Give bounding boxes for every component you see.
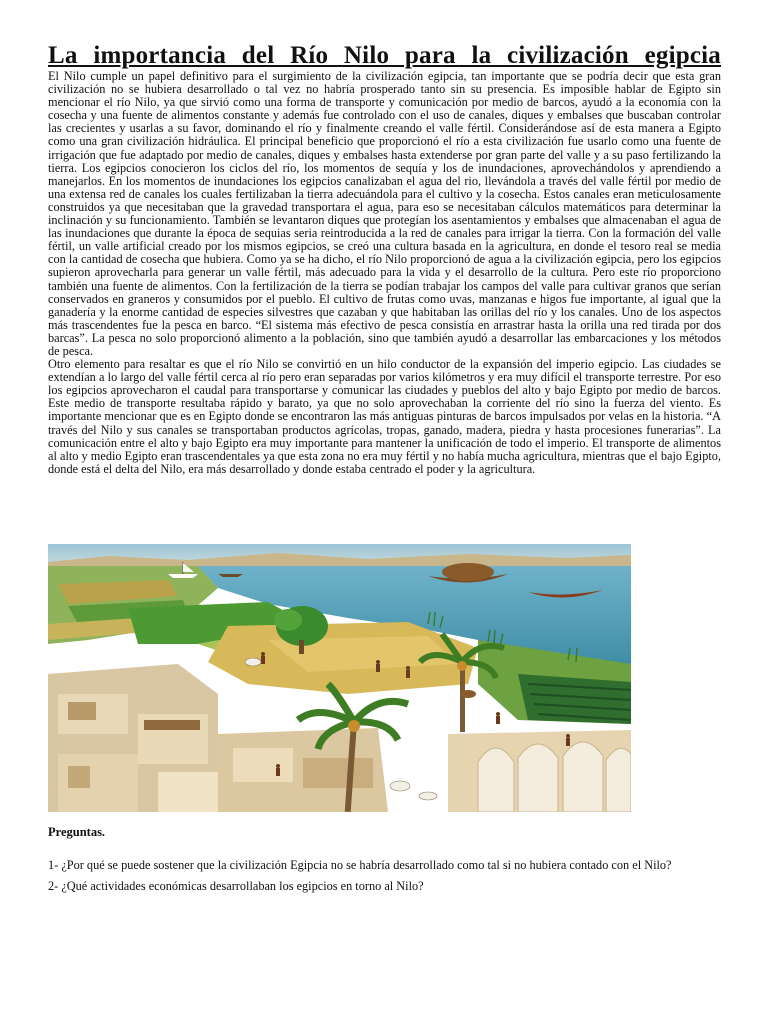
document-title: La importancia del Río Nilo para la civilización egipcia: [48, 42, 721, 69]
paragraph-1: El Nilo cumple un papel definitivo para el surgimiento de la civilización egipcia, tan importante que se podría decir que esta gran civilización no se hubiera desarrollado o tal vez no habría prosperado tanto sin su presencia. Es imposible hablar de Egipto sin mencionar el río Nilo, ya que sirvió como una forma de transporte y comunicación por medio de barcos, ayudó a la economía con la cosecha y una fuente de alimentos constante y además fue controlado con el uso de canales, diques y embalses que buscaban controlar las crecientes y usarlas a su favor, dominando el río y finalmente creando el valle fértil. Considerándose así de esta manera a Egipto como una gran civilización hidráulica. El principal beneficio que proporcionó el río a esta civilización fue usarlo como una fuente de irrigación que fue adaptado por medio de canales, diques y embalses hasta extenderse por gran parte del valle y a su paso fertilizando la tierra. Los egipcios conocieron los ciclos del río, los momentos de sequía y los de inundaciones, aprovechándolos y aprendiendo a manejarlos. En los momentos de inundaciones los egipcios canalizaban el agua del rio, llevándola a través del valle fértil por medio de una extensa red de canales los cuales fertilizaban la tierra adecuándola para el cultivo y la cosecha. Estos canales eran meticulosamente construidos ya que necesitaban que la gravedad transportara el agua, para eso se necesitaban cálculos matemáticos para determinar la inclinación y su funcionamiento. También se levantaron diques que protegían los asentamientos y embalses que almacenaban el agua de las inundaciones que durante la época de sequias seria reintroducida a la red de canales para irrigar la tierra. Con la formación del valle fértil, un valle artificial creado por los mismos egipcios, se creó una cultura basada en la agricultura, en donde el tesoro real se media con la cantidad de cosecha que hubiera. Como ya se ha dicho, el río Nilo proporcionó de agua a la civilización egipcia, pero los egipcios supieron aprovecharla para generar un valle fértil, más adecuado para la vida y el desarrollo de la cultura. Pero este río proporciono también una fuente de alimentos. Con la fertilización de la tierra se podían trabajar los campos del valle para cultivar granos que serían conservados en graneros y consumidos por el pueblo. El cultivo de frutas como uvas, manzanas e higos fue importante, al igual que la ganadería y la enorme cantidad de especies silvestres que cazaban y que habitaban las orillas del río y los canales. Uno de los aspectos más trascendentes fue la pesca en barco. “El sistema más efectivo de pesca consistía en arrastrar hasta la orilla una red tirada por dos barcas”. La pesca no solo proporcionó alimento a la población, sino que también ayudó a desarrollar las embarcaciones y los métodos de pesca.: [48, 69, 721, 358]
questions-heading: Preguntas.: [48, 825, 106, 839]
paragraph-2: Otro elemento para resaltar es que el río Nilo se convirtió en un hilo conductor de la expansión del imperio egipcio. Las ciudades se extendían a lo largo del valle fértil cerca al río pero eran separadas por varios kilómetros y era muy difícil el transporte terrestre. Por eso los egipcios aprovecharon el caudal para transportarse y comunicar las ciudades y pueblos del alto y bajo Egipto por medio de barcos. Este medio de transporte resultaba rápido y barato, ya que no solo aprovechaban la corriente del río sino la fuerza del viento. Es importante mencionar que es en Egipto donde se encontraron las más antiguas pinturas de barcos impulsados por velas en la historia. “A través del Nilo y sus canales se transportaban productos agrícolas, tropas, ganado, madera, piedra y hasta procesiones funerarias”. La comunicación entre el alto y bajo Egipto era muy importante para mantener la unificación de todo el imperio. El transporte de alimentos al alto y medio Egipto eran trascendentales ya que esta zona no era muy fértil y no había mucha agricultura, mientras que el bajo Egipto, donde está el delta del Nilo, era más desarrollado y donde estaba centrado el poder y la agricultura.: [48, 357, 721, 476]
document-body: [48, 70, 721, 476]
question-item: 1- ¿Por qué se puede sostener que la civilización Egipcia no se habría desarrollado como tal si no hubiera contado con el Nilo?: [48, 858, 672, 872]
questions-list: [48, 855, 721, 897]
nile-illustration: [48, 544, 631, 812]
questions-section: [48, 825, 721, 897]
document-page: [48, 42, 721, 893]
question-item: 2- ¿Qué actividades económicas desarrollaban los egipcios en torno al Nilo?: [48, 879, 424, 893]
